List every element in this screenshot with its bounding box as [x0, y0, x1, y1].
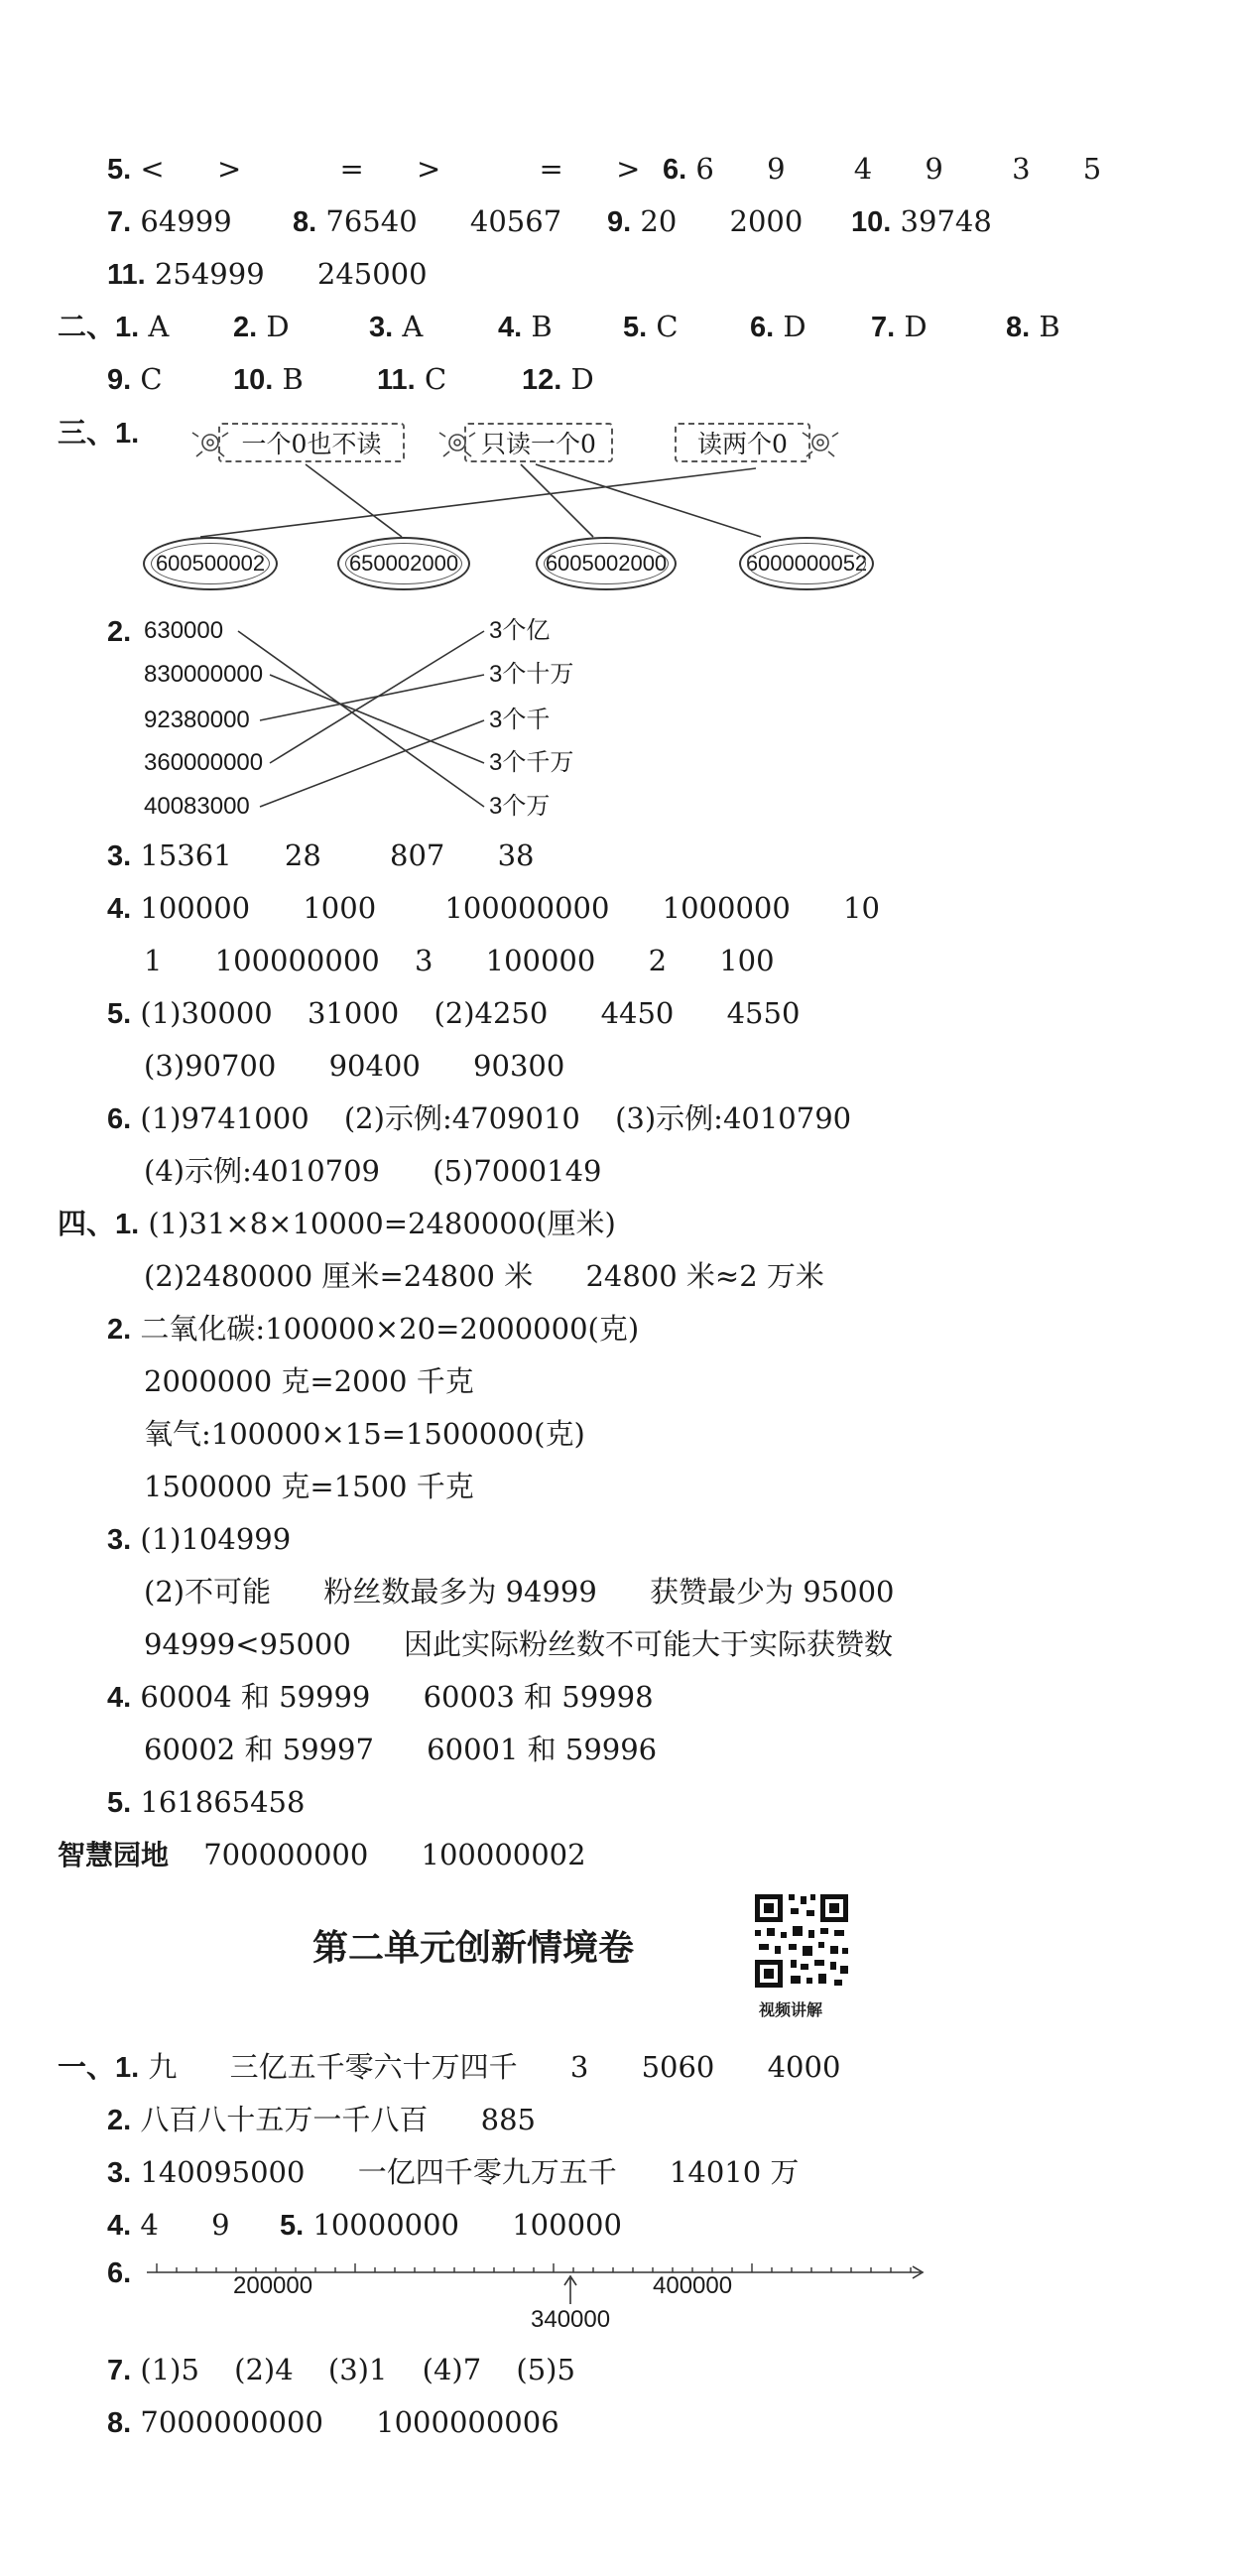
item-label: 6. [750, 312, 775, 343]
answer: (2)示例:4709010 [343, 1101, 580, 1135]
answer: (5)5 [516, 2353, 575, 2386]
number-oval: 6005002000 [536, 537, 677, 590]
item-label: 3. [369, 312, 394, 343]
item-label: 1. [115, 312, 140, 343]
item-label: 4. [498, 312, 523, 343]
answer: 5060 [641, 2050, 715, 2084]
oval-inner-ring [345, 543, 462, 584]
q6-row2 [144, 1151, 601, 1191]
answer: A [402, 310, 424, 343]
wisdom-label: 智慧园地 [58, 1839, 170, 1871]
answer: 二氧化碳:100000×20=2000000(克) [140, 1312, 640, 1346]
number-oval: 6000000052 [739, 537, 874, 590]
answer: 6 [695, 152, 714, 186]
answer: 4000 [767, 2050, 841, 2084]
p4-q2-line4: 1500000 克=1500 千克 [144, 1470, 474, 1503]
answer: 40567 [469, 204, 562, 238]
answer: (4)示例:4010709 [144, 1154, 381, 1188]
answer: 1000000 [662, 891, 791, 925]
answer: = [339, 152, 364, 186]
q-label: 1. [115, 1209, 140, 1240]
answer: 807 [390, 838, 445, 872]
answer: 254999 [154, 257, 265, 291]
left-number: 92380000 [144, 707, 250, 733]
q6-label: 6. [663, 154, 687, 186]
p4-q1-line1 [58, 1204, 616, 1244]
answer: 90400 [328, 1049, 421, 1083]
answer: 60001 和 59996 [427, 1733, 658, 1766]
answer: D [783, 310, 806, 343]
answer: 100 [719, 944, 775, 977]
answer: B [531, 310, 553, 343]
u2-q7-row [107, 2350, 575, 2390]
answer: 一亿四千零九万五千 [357, 2155, 617, 2189]
answer: 39748 [900, 204, 992, 238]
answer: = [539, 152, 563, 186]
q2-label-row [107, 611, 131, 652]
answer: 14010 万 [669, 2155, 800, 2189]
wisdom-row [58, 1835, 586, 1875]
answer: C [424, 362, 447, 396]
answer: 2000 [729, 204, 804, 238]
answer: 4 [140, 2208, 159, 2242]
q-label: 6. [107, 1103, 132, 1135]
p4-q4-line2 [144, 1730, 657, 1769]
answer: < [140, 152, 165, 186]
answer: (1)30000 [140, 996, 273, 1030]
answer: 九 [148, 2050, 178, 2084]
item-label: 12. [522, 364, 562, 396]
section-label: 二、 [58, 310, 116, 343]
answer: (3)示例:4010790 [615, 1101, 852, 1135]
answer: > [417, 152, 441, 186]
q-label: 3. [107, 2157, 132, 2189]
right-label: 3个千万 [489, 749, 574, 776]
q-label: 4. [107, 1682, 132, 1714]
answer: 94999<95000 [144, 1627, 351, 1661]
answer: D [904, 310, 928, 343]
answer: (2)不可能 [144, 1575, 272, 1609]
p4-q3-line3 [144, 1624, 893, 1664]
p4-q5-line [107, 1782, 305, 1823]
answer: 64999 [140, 204, 232, 238]
answer: 100000 [485, 944, 596, 977]
q9-label: 9. [607, 206, 632, 238]
axis-label: 200000 [233, 2272, 313, 2299]
q7-label: 7. [107, 206, 132, 238]
answer: 100000 [512, 2208, 622, 2242]
answer: 100000000 [214, 944, 380, 977]
answer: 20 [640, 204, 678, 238]
number-oval: 650002000 [337, 537, 470, 590]
answer: 9 [211, 2208, 230, 2242]
answer: 10 [843, 891, 880, 925]
q5-row2 [144, 1046, 564, 1086]
match-line [306, 464, 402, 537]
q-label: 1. [115, 2052, 140, 2084]
section-label: 一、 [58, 2050, 116, 2084]
answer: 38 [497, 838, 535, 872]
match-line [270, 631, 484, 763]
q-label: 2. [107, 2105, 132, 2136]
category-box: 读两个0 [675, 423, 810, 462]
answer: 60002 和 59997 [144, 1733, 374, 1766]
left-number: 360000000 [144, 749, 264, 776]
u2-q5-row [280, 2205, 622, 2246]
answer: 10000000 [312, 2208, 460, 2242]
answer: (1)104999 [140, 1522, 292, 1556]
p4-q2-line1 [107, 1309, 639, 1350]
u2-q2-row [107, 2100, 536, 2140]
answer: 1000 [303, 891, 377, 925]
answer: 24800 米≈2 万米 [585, 1259, 824, 1293]
answer: D [570, 362, 594, 396]
answer: 140095000 [140, 2155, 306, 2189]
match-line [260, 720, 484, 807]
u2-q1-row [58, 2047, 840, 2088]
answer: C [656, 310, 679, 343]
q11-label: 11. [107, 259, 146, 291]
answer: 161865458 [140, 1785, 306, 1819]
item-label: 5. [623, 312, 648, 343]
answer: 2 [648, 944, 668, 977]
answer: 76540 [325, 204, 418, 238]
answer: (4)7 [422, 2353, 482, 2386]
q4-row2 [144, 941, 775, 980]
q10-label: 10. [851, 206, 892, 238]
q5-row1 [107, 993, 800, 1034]
q5-label: 5. [107, 154, 132, 186]
answer: 7000000000 [140, 2405, 323, 2439]
q3-row [107, 836, 535, 876]
answer: (3)1 [327, 2353, 388, 2386]
item-label: 11. [377, 364, 416, 396]
q-label: 7. [107, 2355, 132, 2386]
right-label: 3个千 [489, 707, 551, 733]
answer: 1 [144, 944, 163, 977]
answer: > [216, 152, 242, 186]
q8-label: 8. [293, 206, 317, 238]
answer: D [266, 310, 290, 343]
answer: > [616, 152, 641, 186]
qr-caption: 视频讲解 [759, 2000, 823, 2019]
category-box: 一个0也不读 [218, 423, 405, 462]
answer: 获赞最少为 95000 [650, 1575, 895, 1609]
answer: 245000 [316, 257, 428, 291]
answer: B [1039, 310, 1060, 343]
q-label: 3. [107, 1524, 132, 1556]
q-label: 2. [107, 616, 132, 648]
answer: 700000000 [203, 1838, 369, 1871]
match-line [238, 631, 484, 807]
number-oval: 600500002 [143, 537, 278, 590]
match-line [521, 464, 593, 537]
answer: 3 [414, 944, 434, 977]
answer: (2)2480000 厘米=24800 米 [144, 1259, 534, 1293]
q-label: 8. [107, 2407, 132, 2439]
unit-title: 第二单元创新情境卷 [312, 1928, 635, 1969]
p4-q1-line2 [144, 1256, 824, 1296]
answer: 100000000 [444, 891, 610, 925]
left-number: 40083000 [144, 793, 250, 820]
q4-row1 [107, 888, 880, 929]
qr-code-icon[interactable] [751, 1890, 852, 1992]
q-label: 1. [115, 418, 140, 450]
answer: 3 [569, 2050, 589, 2084]
oval-inner-ring [544, 543, 669, 584]
answer: (3)90700 [144, 1049, 277, 1083]
answer: 八百八十五万一千八百 [140, 2103, 429, 2136]
q6-row1 [107, 1098, 851, 1139]
right-label: 3个十万 [489, 661, 574, 688]
q-label: 3. [107, 840, 132, 872]
q-label: 5. [280, 2210, 305, 2242]
item-label: 2. [233, 312, 258, 343]
u2-q6-label [107, 2253, 131, 2293]
q-label: 5. [107, 998, 132, 1030]
u2-q4-row [107, 2205, 230, 2246]
left-number: 830000000 [144, 661, 264, 688]
answer: (2)4 [234, 2353, 294, 2386]
u2-q8-row [107, 2402, 559, 2443]
answer: 100000 [140, 891, 251, 925]
answer: 9 [925, 152, 943, 186]
answer: 100000002 [421, 1838, 586, 1871]
section-label: 三、 [58, 416, 116, 450]
category-box: 只读一个0 [464, 423, 613, 462]
match-line [536, 464, 761, 537]
oval-inner-ring [151, 543, 270, 584]
answer: A [148, 310, 170, 343]
answer: 3 [1012, 152, 1031, 186]
answer: (1)9741000 [140, 1101, 310, 1135]
match-line [270, 675, 484, 763]
q-label: 4. [107, 2210, 132, 2242]
answer: 5 [1082, 152, 1102, 186]
p4-q3-line1 [107, 1519, 291, 1560]
left-number: 630000 [144, 617, 224, 644]
p4-q4-line1 [107, 1677, 654, 1718]
answer: 4450 [600, 996, 675, 1030]
axis-label: 400000 [653, 2272, 733, 2299]
answer: 60003 和 59998 [423, 1680, 654, 1714]
answer: 90300 [473, 1049, 565, 1083]
answer: (1)5 [140, 2353, 199, 2386]
right-label: 3个亿 [489, 617, 551, 644]
u2-q3-row [107, 2152, 799, 2193]
p4-q2-line2: 2000000 克=2000 千克 [144, 1364, 474, 1398]
answer: 三亿五千零六十万四千 [229, 2050, 518, 2084]
answer: (1)31×8×10000=2480000(厘米) [148, 1207, 616, 1240]
q-label: 2. [107, 1314, 132, 1346]
answer: 4 [853, 152, 873, 186]
answer: C [140, 362, 163, 396]
axis-label: 340000 [531, 2306, 611, 2333]
answer: 60004 和 59999 [140, 1680, 371, 1714]
answer: 粉丝数最多为 94999 [323, 1575, 597, 1609]
p4-q2-line3: 氧气:100000×15=1500000(克) [144, 1417, 585, 1451]
answer: 4550 [726, 996, 801, 1030]
answer: (2)4250 [434, 996, 549, 1030]
item-label: 8. [1006, 312, 1031, 343]
p4-q3-line2 [144, 1572, 895, 1611]
match-line [260, 675, 484, 720]
answer: 因此实际粉丝数不可能大于实际获赞数 [404, 1627, 894, 1661]
section-label: 四、 [58, 1207, 116, 1240]
answer: 28 [284, 838, 321, 872]
answer: 15361 [140, 838, 232, 872]
item-label: 10. [233, 364, 274, 396]
answer: B [282, 362, 304, 396]
q-label: 6. [107, 2257, 132, 2289]
item-label: 7. [871, 312, 896, 343]
q-label: 4. [107, 893, 132, 925]
answer: 1000000006 [376, 2405, 559, 2439]
right-label: 3个万 [489, 793, 551, 820]
oval-inner-ring [747, 543, 866, 584]
answer: 885 [480, 2103, 536, 2136]
answer: 31000 [307, 996, 400, 1030]
match-line [200, 468, 756, 537]
answer: 9 [767, 152, 786, 186]
item-label: 9. [107, 364, 132, 396]
answer: (5)7000149 [433, 1154, 602, 1188]
q-label: 5. [107, 1787, 132, 1819]
